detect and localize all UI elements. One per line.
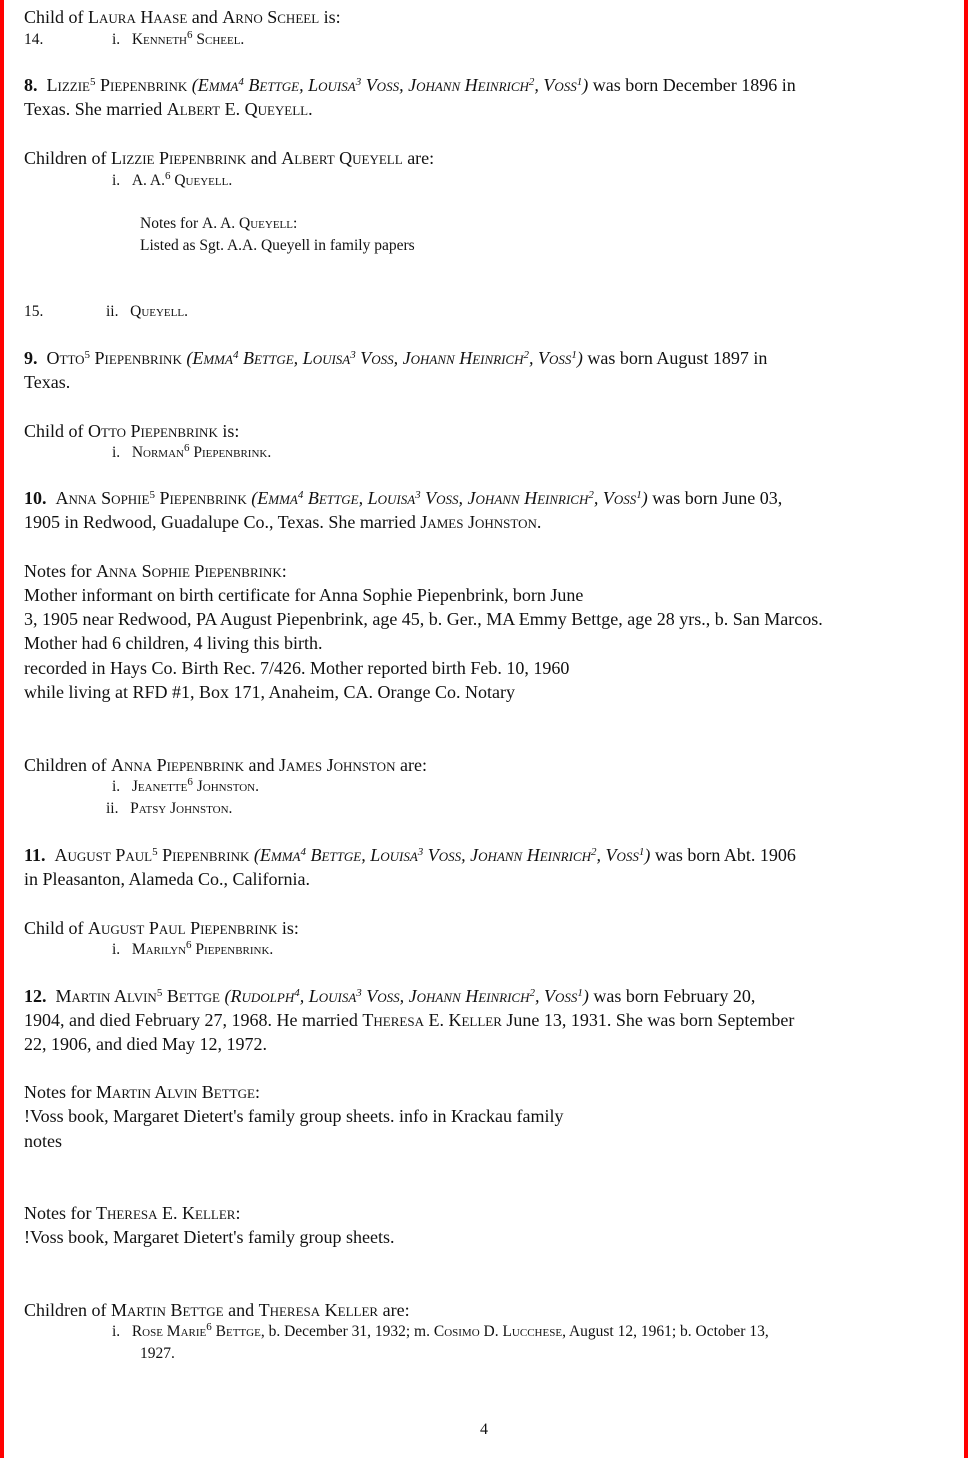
- generation-number: 6: [187, 776, 193, 788]
- birth-text: was born June 03,: [647, 488, 783, 508]
- notes-line: while living at RFD #1, Box 171, Anaheim, CA. Orange Co. Notary: [24, 682, 515, 702]
- child-entry: [112, 1321, 769, 1343]
- person-name: Anna Sophie: [55, 488, 150, 508]
- text: Notes for: [24, 1082, 96, 1102]
- text: 3: [350, 349, 356, 361]
- generation-number: 6: [183, 442, 190, 454]
- person-name: August Paul: [54, 845, 153, 865]
- text: ,: [299, 986, 309, 1006]
- parent-name: Anna Piepenbrink: [111, 755, 244, 775]
- text: Voss: [605, 845, 639, 865]
- text: 1905 in Redwood, Guadalupe Co., Texas. She married: [24, 512, 421, 532]
- text: ): [576, 348, 583, 368]
- text: ,: [528, 348, 538, 368]
- child-entry: [112, 442, 271, 464]
- text: (: [249, 845, 260, 865]
- child-name: Marilyn: [131, 941, 187, 958]
- child-entry: [112, 29, 244, 51]
- text: 2: [523, 349, 529, 361]
- text: Notes for: [140, 215, 202, 232]
- page-border-right: [964, 0, 968, 1458]
- text: Emma: [259, 845, 301, 865]
- person-entry-martin: [24, 985, 755, 1007]
- text: :: [281, 561, 287, 581]
- text: , b. December 31, 1932; m.: [260, 1323, 434, 1340]
- person-entry-anna-line2: [24, 511, 541, 533]
- text: June 13, 1931. She was born September: [501, 1010, 795, 1030]
- notes-line: !Voss book, Margaret Dietert's family group sheets.: [24, 1227, 395, 1247]
- child-entry: [112, 939, 273, 961]
- text: ): [582, 75, 589, 95]
- text: (: [219, 986, 231, 1006]
- notes-title: [24, 1081, 260, 1103]
- text: Children of: [24, 148, 111, 168]
- child-name: Norman: [131, 444, 184, 461]
- generation-number: 6: [164, 170, 171, 182]
- child-surname: Queyell.: [170, 172, 233, 189]
- text: Rudolph: [230, 986, 295, 1006]
- person-entry-lizzie-line2: [24, 98, 313, 120]
- notes-person: Martin Alvin Bettge: [95, 1082, 255, 1102]
- child-entry: [106, 798, 232, 820]
- roman-numeral: i.: [112, 778, 121, 795]
- text: .: [184, 303, 188, 320]
- child-name: Patsy Johnston.: [130, 800, 233, 817]
- person-surname: Piepenbrink: [154, 488, 247, 508]
- child-name: Jeanette: [131, 778, 188, 795]
- generation-number: 6: [186, 939, 192, 951]
- text: 4: [294, 987, 300, 999]
- text: are:: [395, 755, 427, 775]
- child-entry: [112, 776, 259, 798]
- lineage: [182, 348, 583, 368]
- text: Louisa: [370, 845, 418, 865]
- notes-line: Mother informant on birth certificate for Anna Sophie Piepenbrink, born June: [24, 585, 584, 605]
- child-name: Kenneth: [131, 31, 187, 48]
- parent-name: Martin Bettge: [111, 1300, 224, 1320]
- person-number: 10.: [24, 488, 47, 508]
- text: (: [187, 75, 198, 95]
- text: 3: [355, 76, 362, 88]
- person-surname: Bettge: [162, 986, 220, 1006]
- text: :: [235, 1203, 241, 1223]
- text: 4: [300, 846, 306, 858]
- text: 3: [356, 987, 362, 999]
- otto-child-header: [24, 420, 239, 442]
- text: Voss: [602, 488, 637, 508]
- text: 3: [415, 489, 421, 501]
- child-name: Rose Marie: [131, 1323, 207, 1340]
- text: ,: [534, 75, 544, 95]
- text: Bettge,: [243, 75, 309, 95]
- notes-line: recorded in Hays Co. Birth Rec. 7/426. Mother reported birth Feb. 10, 1960: [24, 658, 570, 678]
- text: Voss,: [361, 75, 409, 95]
- text: Louisa: [302, 348, 351, 368]
- person-number: 12.: [24, 986, 47, 1006]
- child-surname: Scheel.: [192, 31, 245, 48]
- scheel-children-header: [24, 6, 341, 28]
- text: Johann Heinrich: [402, 348, 524, 368]
- generation-number: 6: [187, 29, 193, 41]
- generation-number: 5: [89, 76, 96, 88]
- text: 1: [638, 846, 645, 858]
- text: Johann Heinrich: [408, 986, 530, 1006]
- text: Voss,: [420, 488, 468, 508]
- text: Bettge,: [238, 348, 303, 368]
- person-number: 15.: [24, 303, 44, 320]
- text: Texas. She married: [24, 99, 167, 119]
- child-surname: Bettge: [211, 1323, 261, 1340]
- martin-children-header: [24, 1299, 410, 1321]
- lizzie-children-header: [24, 147, 434, 169]
- person-name: Martin Alvin: [55, 986, 157, 1006]
- parent-name: James Johnston: [278, 755, 396, 775]
- child-entry: [112, 170, 232, 192]
- roman-numeral: i.: [112, 444, 121, 461]
- person-surname: Piepenbrink: [90, 348, 182, 368]
- text: is:: [277, 918, 299, 938]
- text: , August 12, 1961; b. October 13,: [562, 1323, 769, 1340]
- text: 2: [591, 846, 597, 858]
- person-entry-martin-line3: 22, 1906, and died May 12, 1972.: [24, 1034, 267, 1054]
- text: 2: [588, 489, 594, 501]
- notes-person: Anna Sophie Piepenbrink: [95, 561, 282, 581]
- text: Voss,: [355, 348, 403, 368]
- text: ,: [534, 986, 544, 1006]
- person-number: 8.: [24, 75, 38, 95]
- text: Children of: [24, 755, 111, 775]
- person-number: 11.: [24, 845, 46, 865]
- text: is:: [319, 7, 341, 27]
- text: Child of: [24, 918, 89, 938]
- text: ,: [593, 488, 603, 508]
- text: Children of: [24, 1300, 111, 1320]
- roman-numeral: i.: [112, 1323, 121, 1340]
- august-child-header: [24, 917, 299, 939]
- text: :: [293, 215, 298, 232]
- notes-line: 3, 1905 near Redwood, PA August Piepenbrink, age 45, b. Ger., MA Emmy Bettge, age 28 yrs., b. San Marcos.: [24, 609, 823, 629]
- text: are:: [378, 1300, 410, 1320]
- text: Emma: [197, 75, 239, 95]
- birth-text: was born February 20,: [588, 986, 756, 1006]
- child-surname: Piepenbrink.: [189, 444, 272, 461]
- notes-title: [140, 213, 297, 235]
- notes-line: !Voss book, Margaret Dietert's family group sheets. info in Krackau family: [24, 1106, 564, 1126]
- text: and: [246, 148, 282, 168]
- text: Child of: [24, 421, 89, 441]
- text: Johann Heinrich: [470, 845, 591, 865]
- child-entry-line2: 1927.: [140, 1345, 175, 1362]
- text: Notes for: [24, 561, 96, 581]
- text: 2: [529, 987, 535, 999]
- notes-title: [24, 1202, 240, 1224]
- text: ): [582, 986, 589, 1006]
- child-entry: [106, 301, 188, 323]
- text: Louisa: [308, 986, 357, 1006]
- spouse-name: James Johnston: [420, 512, 537, 532]
- person-entry-august: [24, 844, 796, 866]
- person-surname: Piepenbrink: [157, 845, 250, 865]
- generation-number: 5: [84, 349, 91, 361]
- parent-name: August Paul Piepenbrink: [88, 918, 278, 938]
- roman-numeral: i.: [112, 172, 121, 189]
- notes-line: Mother had 6 children, 4 living this birth.: [24, 633, 323, 653]
- child-surname: Johnston.: [192, 778, 259, 795]
- text: Louisa: [367, 488, 416, 508]
- text: are:: [402, 148, 435, 168]
- person-entry-august-line2: in Pleasanton, Alameda Co., California.: [24, 869, 310, 889]
- notes-text: Listed as Sgt. A.A. Queyell in family papers: [140, 237, 415, 254]
- lineage: [247, 488, 648, 508]
- person-entry-otto-line2: Texas.: [24, 372, 71, 392]
- lineage: [220, 986, 589, 1006]
- notes-title: [24, 560, 287, 582]
- spouse-name: Theresa E. Keller: [362, 1010, 502, 1030]
- text: and: [187, 7, 223, 27]
- generation-number: 6: [206, 1321, 212, 1333]
- notes-person: Theresa E. Keller: [95, 1203, 236, 1223]
- person-entry-anna: [24, 487, 782, 509]
- text: and: [223, 1300, 259, 1320]
- generation-number: 5: [149, 489, 155, 501]
- generation-number: 5: [152, 846, 158, 858]
- spouse-name: Cosimo D. Lucchese: [433, 1323, 563, 1340]
- child-name: Queyell: [130, 303, 185, 320]
- text: Emma: [192, 348, 233, 368]
- person-name: Lizzie: [46, 75, 90, 95]
- text: 3: [417, 846, 424, 858]
- roman-numeral: ii.: [106, 303, 119, 320]
- text: ): [641, 488, 648, 508]
- roman-numeral: ii.: [106, 800, 119, 817]
- text: 1: [571, 349, 577, 361]
- text: (: [181, 348, 193, 368]
- birth-text: was born December 1896 in: [588, 75, 796, 95]
- text: is:: [217, 421, 240, 441]
- text: Notes for: [24, 1203, 96, 1223]
- text: Voss,: [423, 845, 471, 865]
- person-entry-otto: [24, 347, 767, 369]
- person-entry-lizzie: [24, 74, 796, 96]
- text: Voss,: [361, 986, 409, 1006]
- parent-name: Laura Haase: [88, 7, 188, 27]
- text: Voss: [543, 75, 577, 95]
- text: 1904, and died February 27, 1968. He married: [24, 1010, 363, 1030]
- text: :: [254, 1082, 260, 1102]
- text: .: [308, 99, 313, 119]
- text: ,: [596, 845, 606, 865]
- text: ): [644, 845, 651, 865]
- person-number: 9.: [24, 348, 38, 368]
- parent-name: Albert Queyell: [281, 148, 403, 168]
- text: Louisa: [308, 75, 356, 95]
- text: 4: [238, 76, 244, 88]
- person-surname: Piepenbrink: [95, 75, 188, 95]
- notes-person: A. A. Queyell: [202, 215, 293, 232]
- parent-name: Otto Piepenbrink: [88, 421, 218, 441]
- text: 4: [232, 349, 239, 361]
- roman-numeral: i.: [112, 941, 121, 958]
- birth-text: was born Abt. 1906: [650, 845, 796, 865]
- generation-number: 5: [156, 987, 163, 999]
- lineage: [187, 75, 588, 95]
- text: (: [246, 488, 258, 508]
- text: Bettge,: [305, 845, 371, 865]
- page-border-left: [0, 0, 4, 1458]
- text: Emma: [257, 488, 298, 508]
- text: Voss: [537, 348, 572, 368]
- text: Child of: [24, 7, 89, 27]
- page-number: 4: [480, 1421, 488, 1438]
- parent-name: Theresa Keller: [258, 1300, 379, 1320]
- parent-name: Arno Scheel: [222, 7, 320, 27]
- text: 1: [576, 76, 583, 88]
- lineage: [249, 845, 650, 865]
- text: Johann Heinrich: [408, 75, 529, 95]
- roman-numeral: i.: [112, 31, 121, 48]
- child-name: A. A.: [131, 172, 165, 189]
- text: Voss: [543, 986, 578, 1006]
- person-name: Otto: [46, 348, 85, 368]
- notes-line: notes: [24, 1131, 62, 1151]
- text: Johann Heinrich: [467, 488, 589, 508]
- parent-name: Lizzie Piepenbrink: [111, 148, 247, 168]
- text: 2: [528, 76, 535, 88]
- text: .: [536, 512, 542, 532]
- spouse-name: Albert E. Queyell: [166, 99, 309, 119]
- birth-text: was born August 1897 in: [582, 348, 768, 368]
- text: 1: [636, 489, 642, 501]
- anna-children-header: [24, 754, 427, 776]
- person-number: 14.: [24, 31, 44, 48]
- text: Bettge,: [303, 488, 368, 508]
- person-entry-martin-line2: [24, 1009, 794, 1031]
- text: and: [243, 755, 279, 775]
- text: 4: [297, 489, 304, 501]
- child-surname: Piepenbrink.: [191, 941, 274, 958]
- text: 1: [577, 987, 583, 999]
